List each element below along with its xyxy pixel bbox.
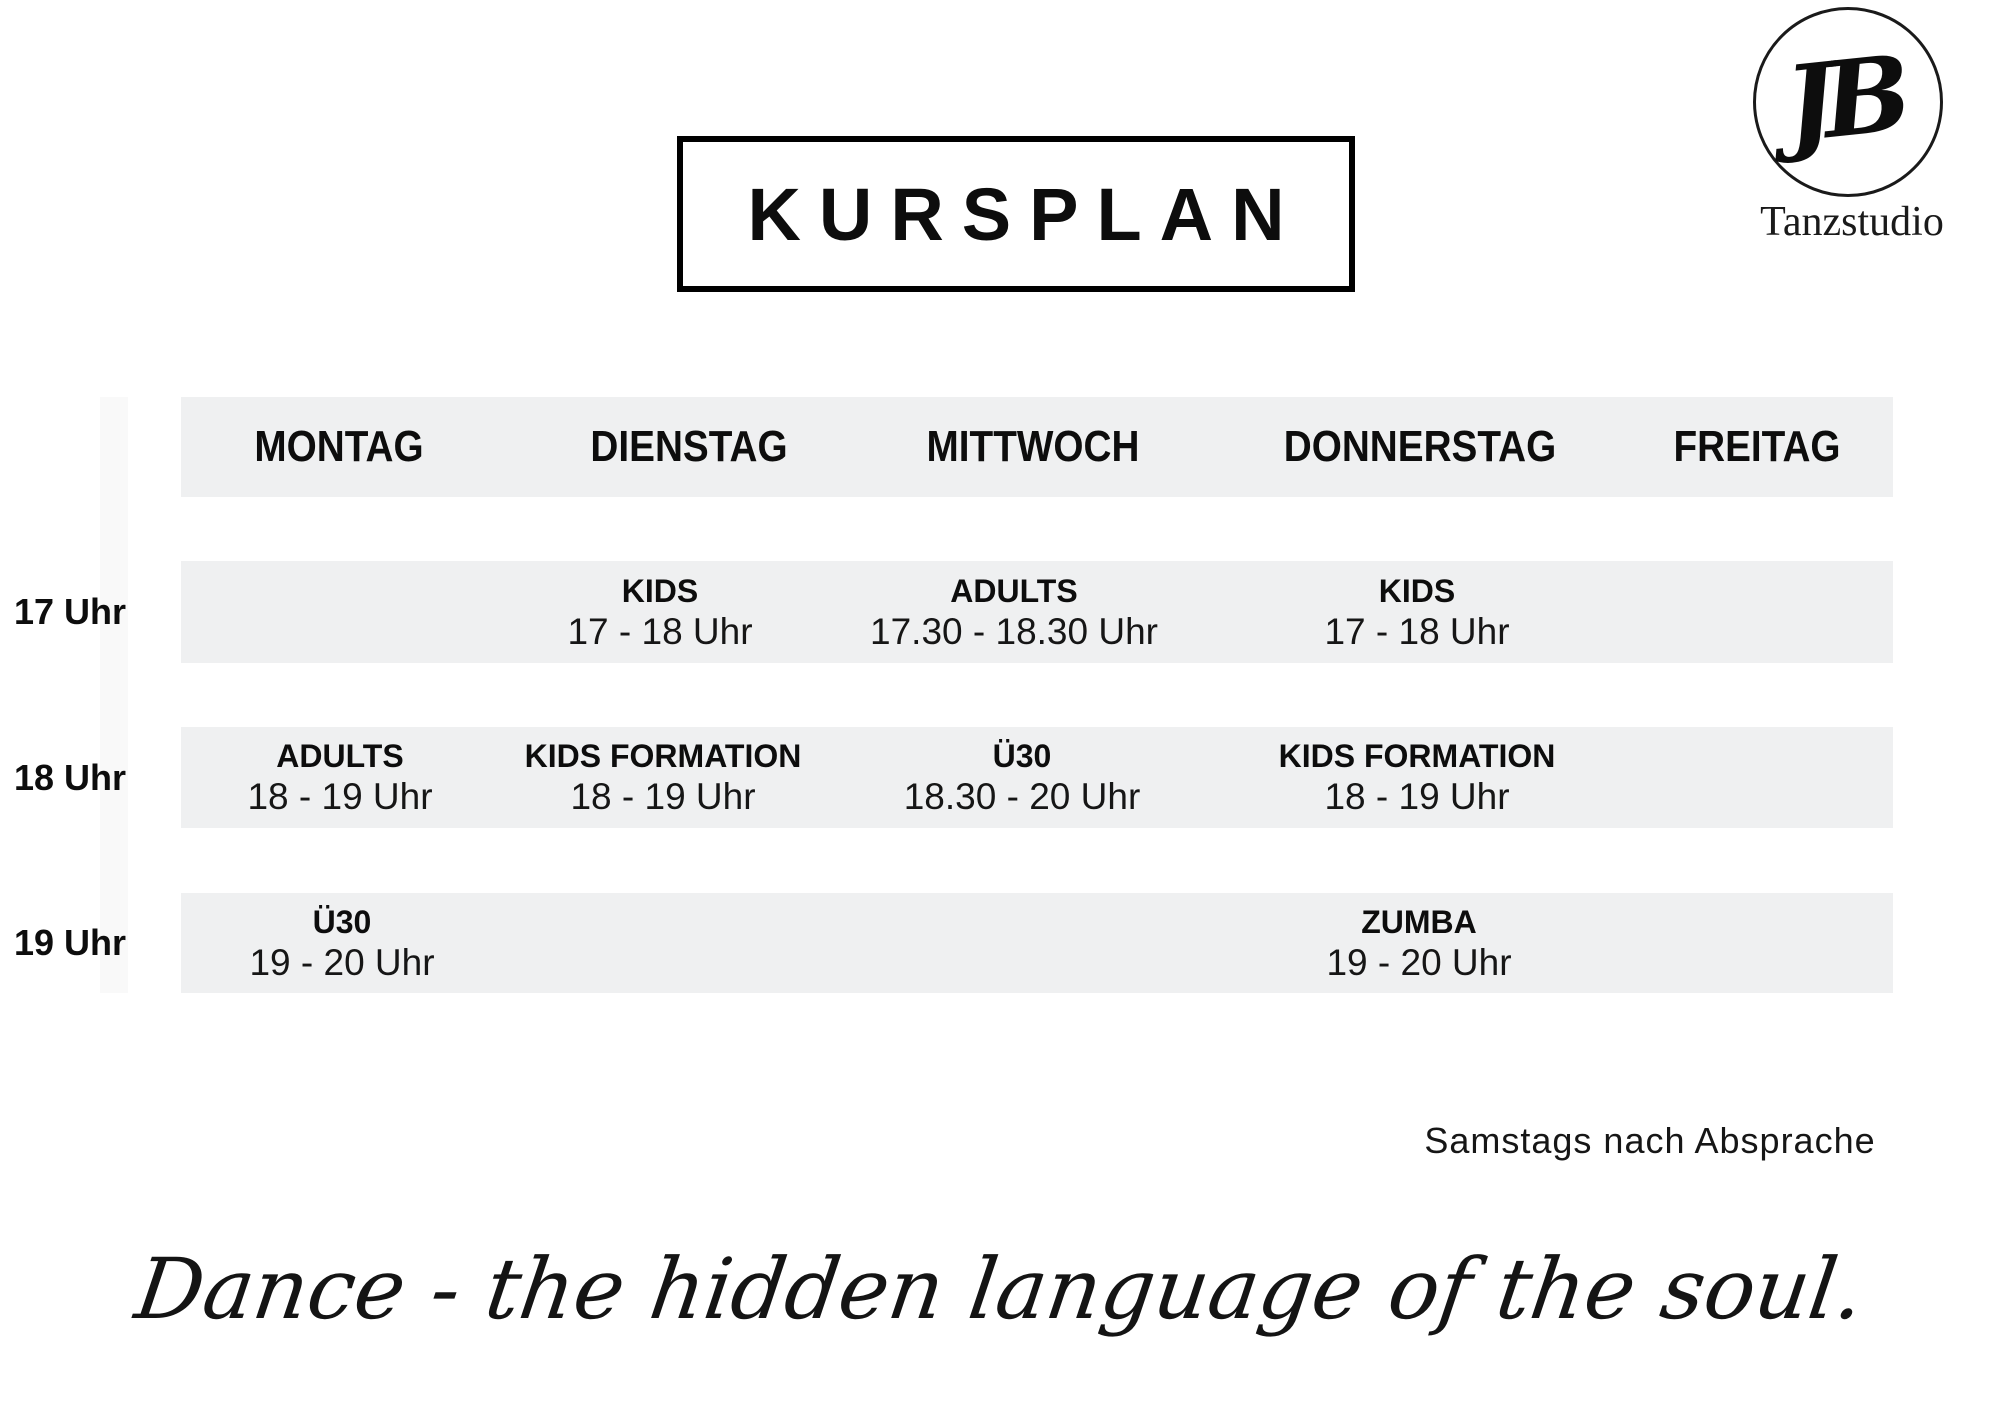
cell-17-dienstag: [567, 561, 752, 663]
course-time: 18 - 19 Uhr: [247, 776, 433, 817]
day-header-freitag: FREITAG: [1673, 422, 1841, 471]
course-time: 18 - 19 Uhr: [570, 776, 756, 817]
day-header-donnerstag: DONNERSTAG: [1283, 422, 1557, 471]
cell-17-mittwoch: [870, 561, 1158, 663]
time-label-19: 19 Uhr: [13, 922, 127, 963]
course-time: 17 - 18 Uhr: [567, 610, 753, 652]
course-name: Ü30: [312, 903, 372, 940]
time-label-17: 17 Uhr: [13, 591, 127, 632]
day-header-mittwoch: MITTWOCH: [926, 422, 1140, 471]
cell-18-dienstag: [525, 727, 802, 828]
course-name: ZUMBA: [1361, 903, 1477, 940]
day-header-montag: MONTAG: [254, 422, 424, 471]
course-name: KIDS FORMATION: [524, 738, 802, 774]
logo-monogram-icon: JB: [1779, 31, 1906, 166]
course-time: 19 - 20 Uhr: [1326, 941, 1512, 983]
course-name: ADULTS: [950, 572, 1078, 609]
dance-quote: Dance - the hidden language of the soul.: [129, 1240, 1871, 1338]
time-label-18: 18 Uhr: [13, 757, 127, 798]
course-name: KIDS: [1378, 572, 1456, 609]
course-time: 18 - 19 Uhr: [1324, 776, 1510, 817]
cell-19-donnerstag: [1326, 893, 1511, 993]
cell-18-mittwoch: [904, 727, 1141, 828]
saturday-note: Samstags nach Absprache: [1424, 1120, 1876, 1161]
title-frame: [677, 136, 1355, 292]
page-title: KURSPLAN: [747, 172, 1303, 256]
cell-18-donnerstag: [1279, 727, 1556, 828]
course-name: KIDS: [621, 572, 699, 609]
cell-18-montag: [247, 727, 432, 828]
studio-logo: [1753, 7, 1943, 197]
course-time: 18.30 - 20 Uhr: [903, 776, 1141, 817]
row-band-19: [181, 893, 1893, 993]
day-header-dienstag: DIENSTAG: [590, 422, 788, 471]
cell-17-donnerstag: [1324, 561, 1509, 663]
course-name: Ü30: [992, 738, 1052, 774]
course-time: 17 - 18 Uhr: [1324, 610, 1510, 652]
course-time: 17.30 - 18.30 Uhr: [870, 610, 1158, 652]
course-name: ADULTS: [276, 738, 404, 774]
course-name: KIDS FORMATION: [1278, 738, 1556, 774]
course-time: 19 - 20 Uhr: [249, 941, 435, 983]
cell-19-montag: [249, 893, 434, 993]
studio-name: Tanzstudio: [1760, 199, 1944, 245]
